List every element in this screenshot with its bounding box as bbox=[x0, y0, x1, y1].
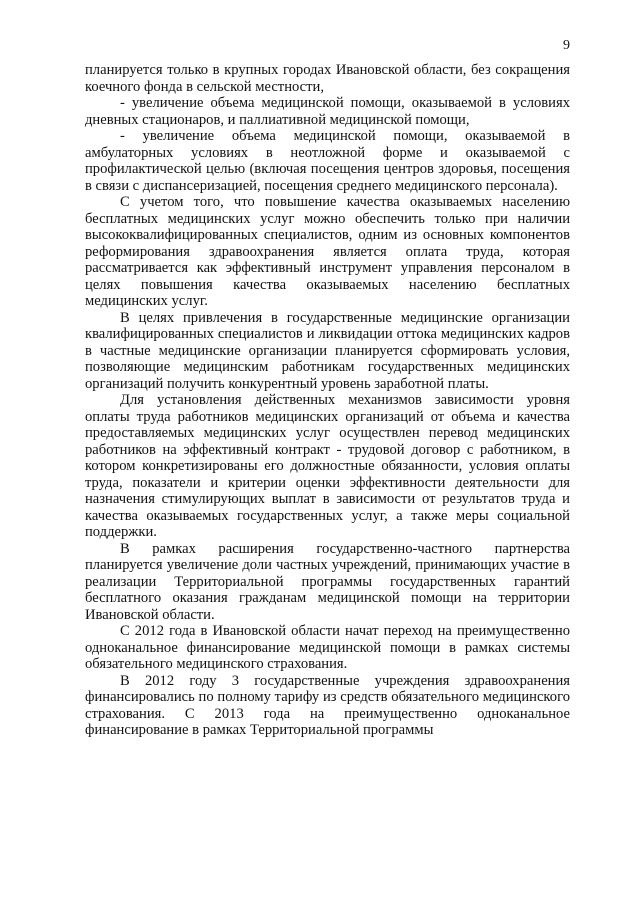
paragraph-outpatient-item: - увеличение объема медицинской помощи, оказываемой в амбулаторных условиях в неотложной форме и оказываемой с профилактической целью (включая посещения центров здоровья, посещения в связи с диспансеризацией, посещения среднего медицинского персонала). bbox=[85, 128, 570, 194]
paragraph-attract-specialists: В целях привлечения в государственные медицинские организации квалифицированных специалистов и ликвидации оттока медицинских кадров в частные медицинские организации планируется сформировать условия, позволяющие медицинским работникам государственных медицинских организаций получить конкурентный уровень заработной платы. bbox=[85, 309, 570, 392]
paragraph-public-private-partnership: В рамках расширения государственно-частного партнерства планируется увеличение доли частных учреждений, принимающих участие в реализации Территориальной программы государственных гарантий бесплатного оказания гражданам медицинской помощи на территории Ивановской области. bbox=[85, 540, 570, 623]
page-number: 9 bbox=[563, 38, 570, 53]
paragraph-quality-of-care: С учетом того, что повышение качества оказываемых населению бесплатных медицинских услуг можно обеспечить только при наличии высококвалифицированных специалистов, одним из основных компонентов реформирования здравоохранения является оплата труда, которая рассматривается как эффективный инструмент управления персоналом в целях повышения качества оказываемых населению бесплатных медицинских услуг. bbox=[85, 194, 570, 309]
paragraph-continuation: планируется только в крупных городах Ивановской области, без сокращения коечного фонда в сельской местности, bbox=[85, 62, 570, 95]
paragraph-funding-2012-2013: В 2012 году 3 государственные учреждения здравоохранения финансировались по полному тарифу из средств обязательного медицинского страхования. С 2013 года на преимущественно одноканальное финансирование в рамках Территориальной программы bbox=[85, 672, 570, 738]
document-body bbox=[85, 62, 570, 739]
paragraph-effective-contract: Для установления действенных механизмов зависимости уровня оплаты труда работников медицинских организаций от объема и качества предоставляемых медицинских услуг осуществлен перевод медицинских работников на эффективный контракт - трудовой договор с работником, в котором конкретизированы его должностные обязанности, условия оплаты труда, показатели и критерии оценки эффективности деятельности для назначения стимулирующих выплат в зависимости от результатов труда и качества оказываемых государственных услуг, а также меры социальной поддержки. bbox=[85, 392, 570, 540]
paragraph-single-channel-2012: С 2012 года в Ивановской области начат переход на преимущественно одноканальное финансирование медицинской помощи в рамках системы обязательного медицинского страхования. bbox=[85, 623, 570, 672]
paragraph-day-hospital-item: - увеличение объема медицинской помощи, оказываемой в условиях дневных стационаров, и паллиативной медицинской помощи, bbox=[85, 95, 570, 128]
